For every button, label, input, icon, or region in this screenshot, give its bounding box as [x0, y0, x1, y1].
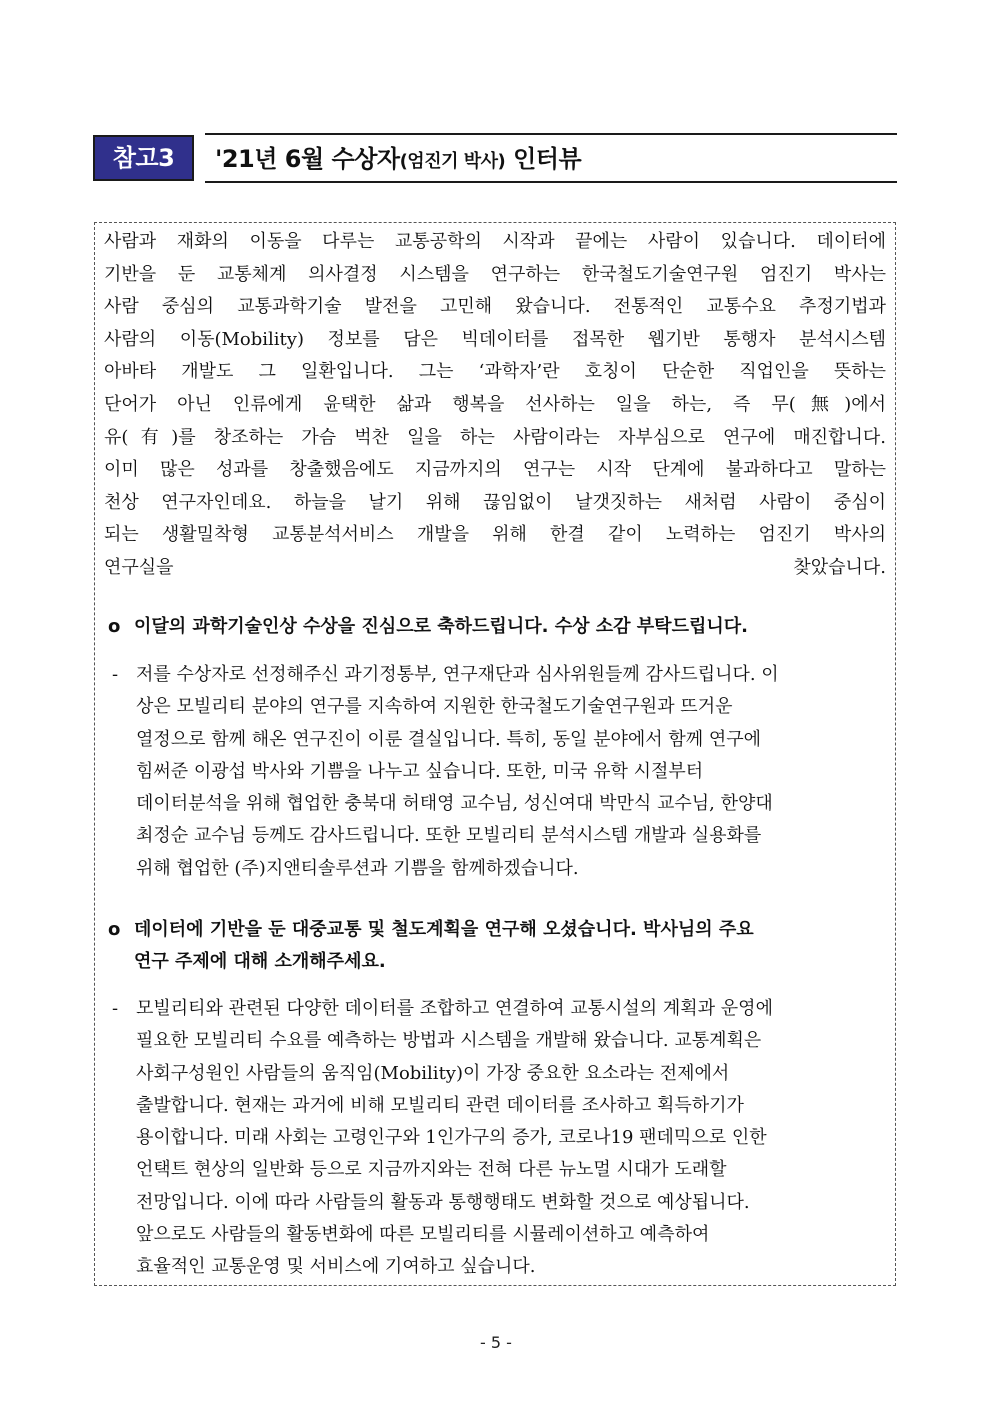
intro-line: 단어가 아닌 인류에게 윤택한 삶과 행복을 선사하는 일을 하는, 즉 무(無)에서 [104, 393, 886, 415]
answer-line: 출발합니다. 현재는 과거에 비해 모빌리티 관련 데이터를 조사하고 획득하기가 [136, 1094, 744, 1116]
intro-line: 사람 중심의 교통과학기술 발전을 고민해 왔습니다. 전통적인 교통수요 추정기법과 [104, 296, 886, 318]
question-text: 데이터에 기반을 둔 대중교통 및 철도계획을 연구해 오셨습니다. 박사님의 주요 [134, 919, 754, 940]
question-text: 연구 주제에 대해 소개해주세요. [134, 951, 386, 972]
answer-line: 저를 수상자로 선정해주신 과기정통부, 연구재단과 심사위원들께 감사드립니다. 이 [136, 664, 779, 685]
answer-line: 데이터분석을 위해 협업한 충북대 허태영 교수님, 성신여대 박만식 교수님, 한양대 [136, 793, 773, 815]
section-header [93, 133, 897, 183]
answer-line: 위해 협업한 (주)지앤티솔루션과 기쁨을 함께하겠습니다. [136, 857, 579, 879]
title-end: 인터뷰 [505, 145, 582, 173]
answer-line: 열정으로 함께 해온 연구진이 이룬 결실입니다. 특히, 동일 분야에서 함께 연구에 [136, 728, 762, 750]
answer-line: 전망입니다. 이에 따라 사람들의 활동과 통행행태도 변화할 것으로 예상됩니다. [136, 1191, 750, 1213]
answer-line: 힘써준 이광섭 박사와 기쁨을 나누고 싶습니다. 또한, 미국 유학 시절부터 [136, 760, 704, 782]
intro-line: 유(有)를 창조하는 가슴 벅찬 일을 하는 사람이라는 자부심으로 연구에 매진합니다. [104, 426, 886, 448]
answer-line: 최정순 교수님 등께도 감사드립니다. 또한 모빌리티 분석시스템 개발과 실용화를 [136, 825, 762, 847]
intro-line: 사람과 재화의 이동을 다루는 교통공학의 시작과 끝에는 사람이 있습니다. 데이터에 [104, 231, 886, 252]
intro-paragraph [104, 226, 886, 585]
question-bullet: o [108, 919, 121, 940]
answer-line: 용이합니다. 미래 사회는 고령인구와 1인가구의 증가, 코로나19 팬데믹으로 인한 [136, 1127, 767, 1149]
reference-badge: 참고3 [93, 135, 194, 181]
intro-line: 아바타 개발도 그 일환입니다. 그는 ‘과학자’란 호칭이 단순한 직업인을 뜻하는 [104, 361, 886, 383]
intro-line: 천상 연구자인데요. 하늘을 날기 위해 끊임없이 날갯짓하는 새처럼 사람이 중심이 [104, 491, 886, 513]
intro-line: 기반을 둔 교통체계 의사결정 시스템을 연구하는 한국철도기술연구원 엄진기 박사는 [104, 263, 886, 285]
intro-line: 되는 생활밀착형 교통분석서비스 개발을 위해 한결 같이 노력하는 엄진기 박사의 [104, 524, 886, 546]
answer-line: 앞으로도 사람들의 활동변화에 따른 모빌리티를 시뮬레이션하고 예측하여 [136, 1224, 710, 1246]
title-paren: (엄진기 박사) [399, 151, 506, 172]
intro-line: 연구실을 찾았습니다. [104, 556, 886, 578]
answer-dash: - [112, 998, 119, 1019]
answer-line: 효율적인 교통운영 및 서비스에 기여하고 싶습니다. [136, 1256, 536, 1278]
answer-2 [112, 993, 886, 1284]
title-main: '21년 6월 수상자 [215, 145, 400, 173]
answer-dash: - [112, 664, 119, 685]
answer-line: 사회구성원인 사람들의 움직임(Mobility)이 가장 중요한 요소라는 전제에서 [136, 1062, 730, 1084]
answer-line: 언택트 현상의 일반화 등으로 지금까지와는 전혀 다른 뉴노멀 시대가 도래할 [136, 1159, 727, 1181]
answer-1 [112, 659, 886, 885]
answer-line: 모빌리티와 관련된 다양한 데이터를 조합하고 연결하여 교통시설의 계획과 운영에 [136, 998, 773, 1019]
question-1 [108, 611, 886, 643]
page-number: - 5 - [480, 1333, 512, 1352]
answer-line: 상은 모빌리티 분야의 연구를 지속하여 지원한 한국철도기술연구원과 뜨거운 [136, 696, 733, 718]
question-text: 이달의 과학기술인상 수상을 진심으로 축하드립니다. 수상 소감 부탁드립니다. [134, 616, 748, 637]
intro-line: 이미 많은 성과를 창출했음에도 지금까지의 연구는 시작 단계에 불과하다고 말하는 [104, 459, 886, 481]
title-box [205, 133, 897, 183]
page-title [215, 141, 581, 180]
intro-line: 사람의 이동(Mobility) 정보를 담은 빅데이터를 접목한 웹기반 통행자 분석시스템 [104, 328, 886, 350]
answer-line: 필요한 모빌리티 수요를 예측하는 방법과 시스템을 개발해 왔습니다. 교통계획은 [136, 1030, 762, 1052]
question-bullet: o [108, 616, 121, 637]
question-2 [108, 914, 886, 978]
